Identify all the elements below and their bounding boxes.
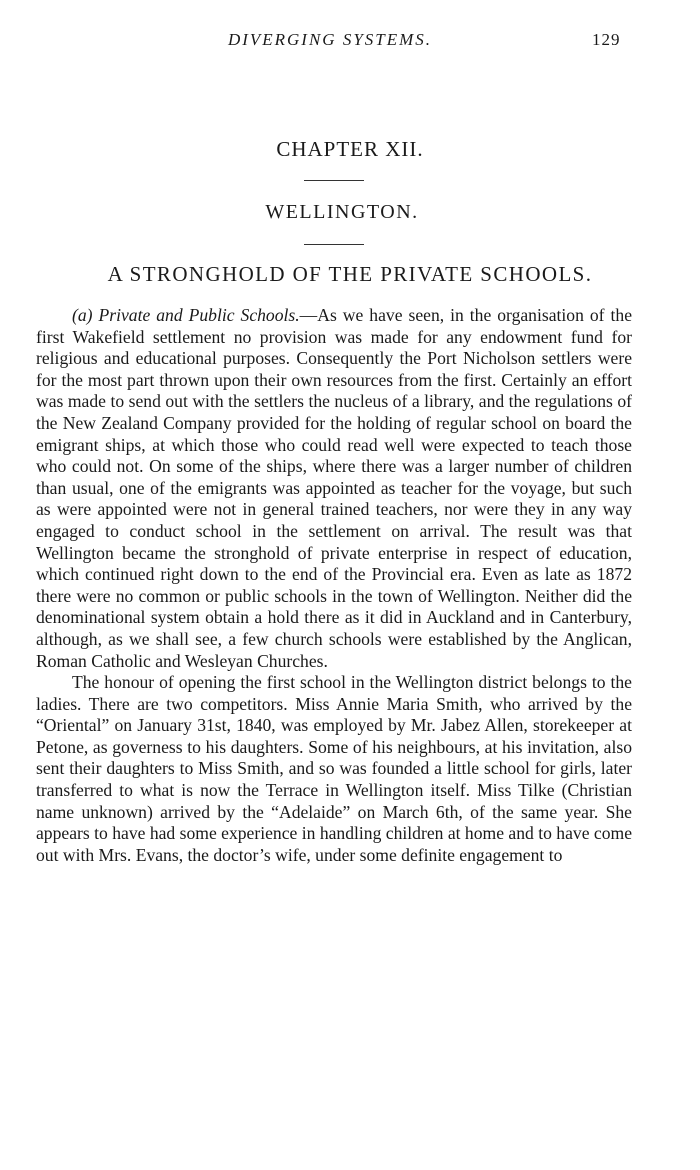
body-text (36, 305, 632, 866)
section-title: A STRONGHOLD OF THE PRIVATE SCHOOLS. (107, 262, 593, 286)
paragraph-text: —As we have seen, in the organisation of the first Wakefield settlement no provision was made for any endowment fund for religious and educational purposes. Consequently the Port Nicholson settlers were for the most part thrown upon their own resources from the first. Certainly an effort was made to send out with the settlers the nucleus of a library, and the regulations of the New Zealand Company provided for the holding of regular school on board the emigrant ships, at which those who could read well were expected to teach those who could not. On some of the ships, where there was a larger number of children than usual, one of the emigrants was appointed as teacher for the voyage, but such as were appointed were not in general trained teachers, nor were they in any way engaged to conduct school in the settlement on arrival. The result was that Wellington became the stronghold of private enterprise in respect of education, which continued right down to the end of the Provincial era. Even as late as 1872 there were no common or public schools in the town of Wellington. Neither did the denominational system obtain a hold there as it did in Auckland and in Canterbury, although, as we shall see, a few church schools were established by the Anglican, Roman Catholic and Wesleyan Churches. (36, 305, 632, 671)
chapter-rule-bottom (304, 244, 364, 245)
running-title: DIVERGING SYSTEMS. (227, 30, 433, 49)
paragraph-marker: (a) (72, 305, 93, 325)
chapter-number: CHAPTER XII. (276, 137, 424, 161)
running-head (0, 30, 700, 58)
chapter-rule-top (304, 180, 364, 181)
paragraph-1 (36, 305, 632, 672)
paragraph-2: The honour of opening the first school in the Wellington district belongs to the ladies. There are two competitors. Miss Annie Maria Smith, who arrived by the “Oriental” on January 31st, 1840, was employed by Mr. Jabez Allen, storekeeper at Petone, as governess to his daughters. Some of his neighbours, at his invitation, also sent their daughters to Miss Smith, and so was founded a little school for girls, later transferred to what is now the Terrace in Wellington itself. Miss Tilke (Christian name unknown) arrived by the “Adelaide” on March 6th, of the same year. She appears to have had some experience in handling children at home and to have come out with Mrs. Evans, the doctor’s wife, under some definite engagement to (36, 672, 633, 865)
chapter-title: WELLINGTON. (265, 201, 419, 223)
paragraph-heading: Private and Public Schools. (98, 305, 300, 325)
page-number: 129 (592, 30, 621, 49)
